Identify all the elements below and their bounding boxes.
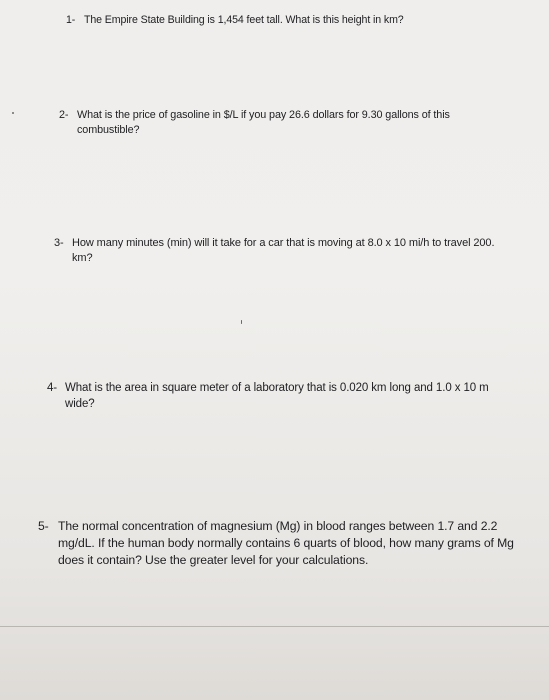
- question-number: 5-: [38, 519, 49, 533]
- pencil-mark: [12, 112, 14, 114]
- question-2: [59, 108, 499, 138]
- question-text: What is the area in square meter of a laboratory that is 0.020 km long and 1.0 x 10 m wide?: [65, 382, 489, 410]
- question-text: How many minutes (min) will it take for a car that is moving at 8.0 x 10 mi/h to travel 200. km?: [72, 237, 495, 264]
- question-text: The Empire State Building is 1,454 feet tall. What is this height in km?: [84, 14, 404, 26]
- question-number: 2-: [59, 109, 69, 121]
- question-4: [47, 380, 517, 412]
- question-number: 4-: [47, 382, 58, 394]
- question-3: [54, 236, 504, 266]
- question-5: [38, 518, 518, 569]
- page-edge-line: [0, 626, 549, 627]
- question-1: [66, 13, 526, 28]
- pencil-mark: [241, 320, 242, 324]
- question-number: 1-: [66, 14, 76, 26]
- question-text: What is the price of gasoline in $/L if you pay 26.6 dollars for 9.30 gallons of this combustible?: [77, 109, 450, 136]
- question-number: 3-: [54, 237, 64, 249]
- question-text: The normal concentration of magnesium (Mg) in blood ranges between 1.7 and 2.2 mg/dL. If the human body normally contains 6 quarts of blood, how many grams of Mg does it contain? Use the greater level for your calculations.: [58, 519, 514, 567]
